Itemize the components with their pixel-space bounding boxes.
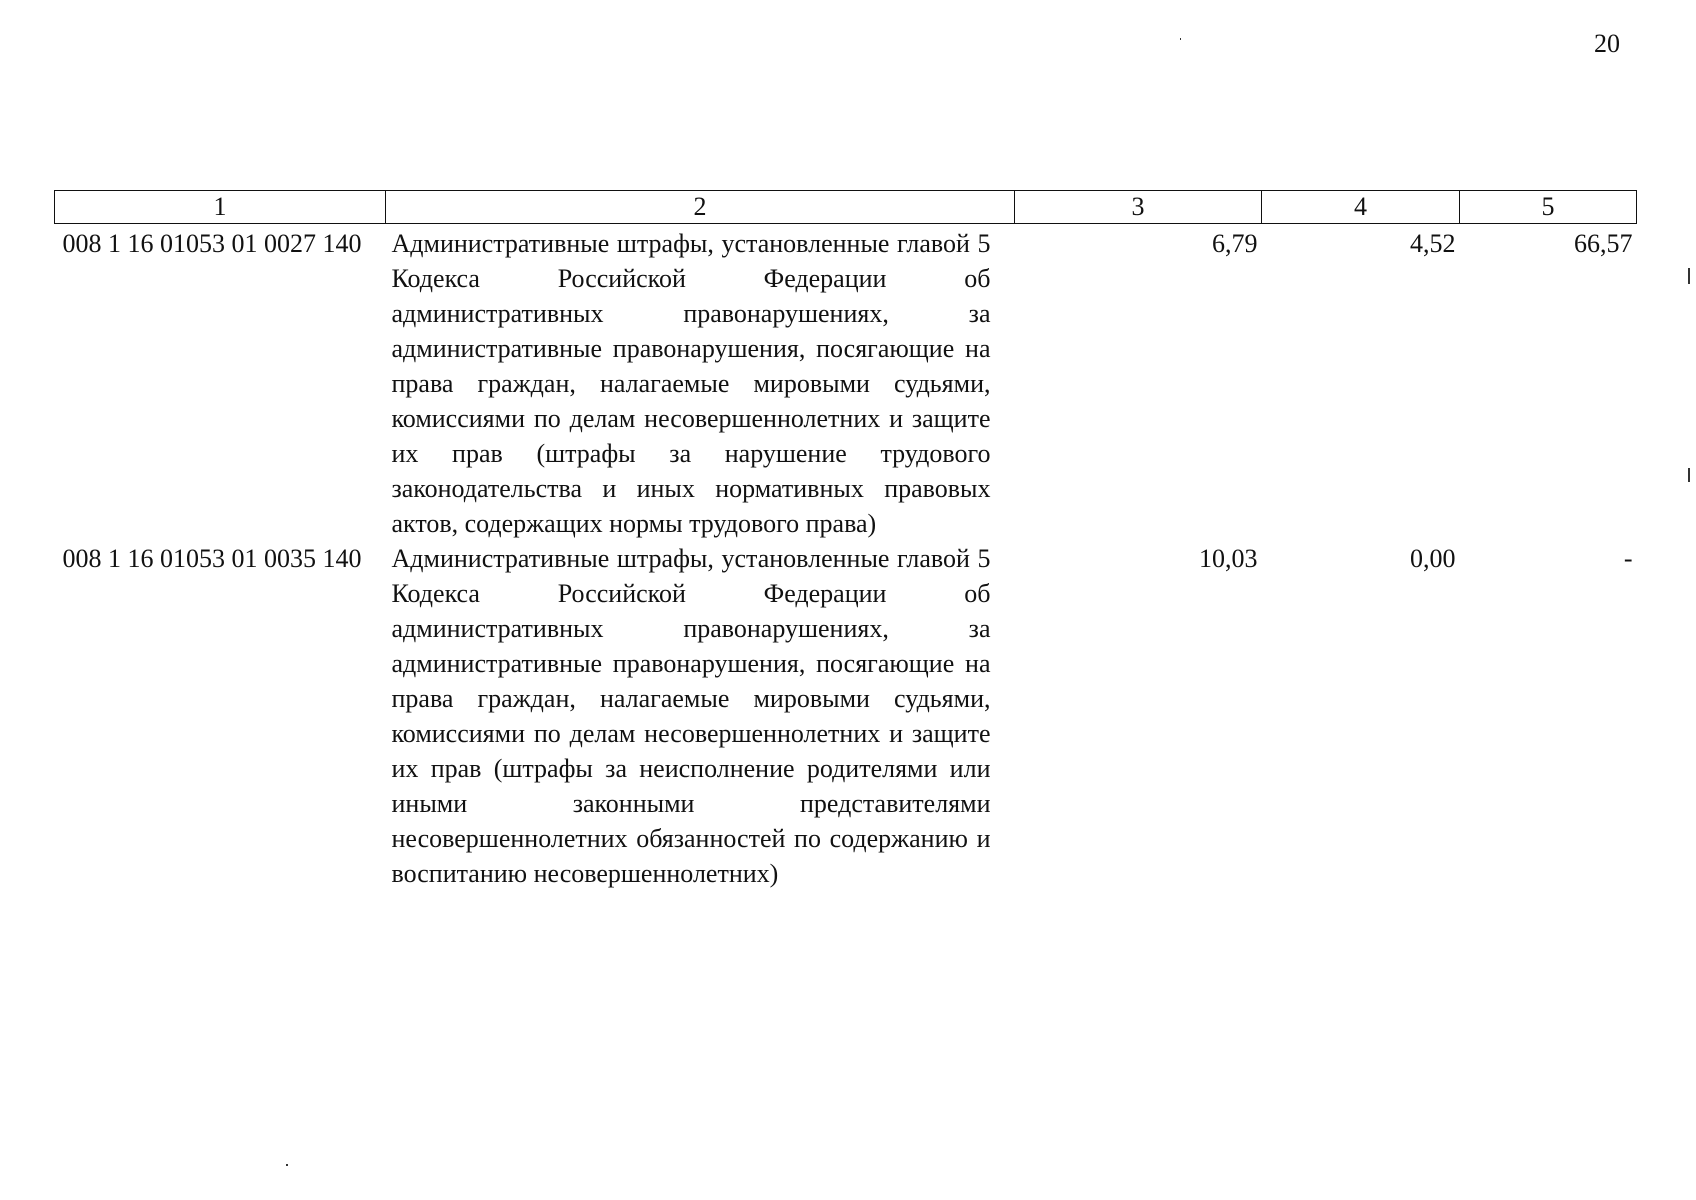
value-cell-col5: - — [1623, 544, 1633, 573]
scan-mark — [1688, 468, 1690, 482]
value-cell-col3: 10,03 — [1199, 544, 1258, 573]
table-header — [55, 191, 1637, 224]
column-header-4: 4 — [1262, 191, 1460, 224]
value-cell-col4: 4,52 — [1410, 229, 1456, 258]
table-body — [55, 224, 1637, 892]
budget-code-cell: 008 1 16 01053 01 0035 140 — [62, 544, 362, 573]
page-number: 20 — [1594, 29, 1620, 58]
column-header-5: 5 — [1460, 191, 1637, 224]
value-cell-col5: 66,57 — [1574, 229, 1633, 258]
table-row — [55, 224, 1637, 542]
scan-mark — [1180, 38, 1181, 40]
value-cell-col4: 0,00 — [1410, 544, 1456, 573]
column-header-3: 3 — [1015, 191, 1262, 224]
header-row — [55, 191, 1637, 224]
description-cell: Административные штрафы, установленные главой 5 Кодекса Российской Федерации об административных правонарушениях, за административные правонарушения, посягающие на права граждан, налагаемые мировыми судьями, комиссиями по делам несовершеннолетних и защите их прав (штрафы за неисполнение родителями или иными законными представителями несовершеннолетних обязанностей по содержанию и воспитанию несовершеннолетних) — [391, 544, 991, 888]
budget-code-cell: 008 1 16 01053 01 0027 140 — [62, 229, 362, 258]
scan-mark — [286, 1164, 288, 1166]
description-cell: Административные штрафы, установленные главой 5 Кодекса Российской Федерации об административных правонарушениях, за административные правонарушения, посягающие на права граждан, налагаемые мировыми судьями, комиссиями по делам несовершеннолетних и защите их прав (штрафы за нарушение трудового законодательства и иных нормативных правовых актов, содержащих нормы трудового права) — [391, 229, 991, 538]
column-header-1: 1 — [55, 191, 386, 224]
table-row — [55, 541, 1637, 891]
value-cell-col3: 6,79 — [1212, 229, 1258, 258]
column-header-2: 2 — [386, 191, 1015, 224]
scan-mark — [1688, 268, 1690, 284]
revenue-table — [54, 190, 1637, 891]
